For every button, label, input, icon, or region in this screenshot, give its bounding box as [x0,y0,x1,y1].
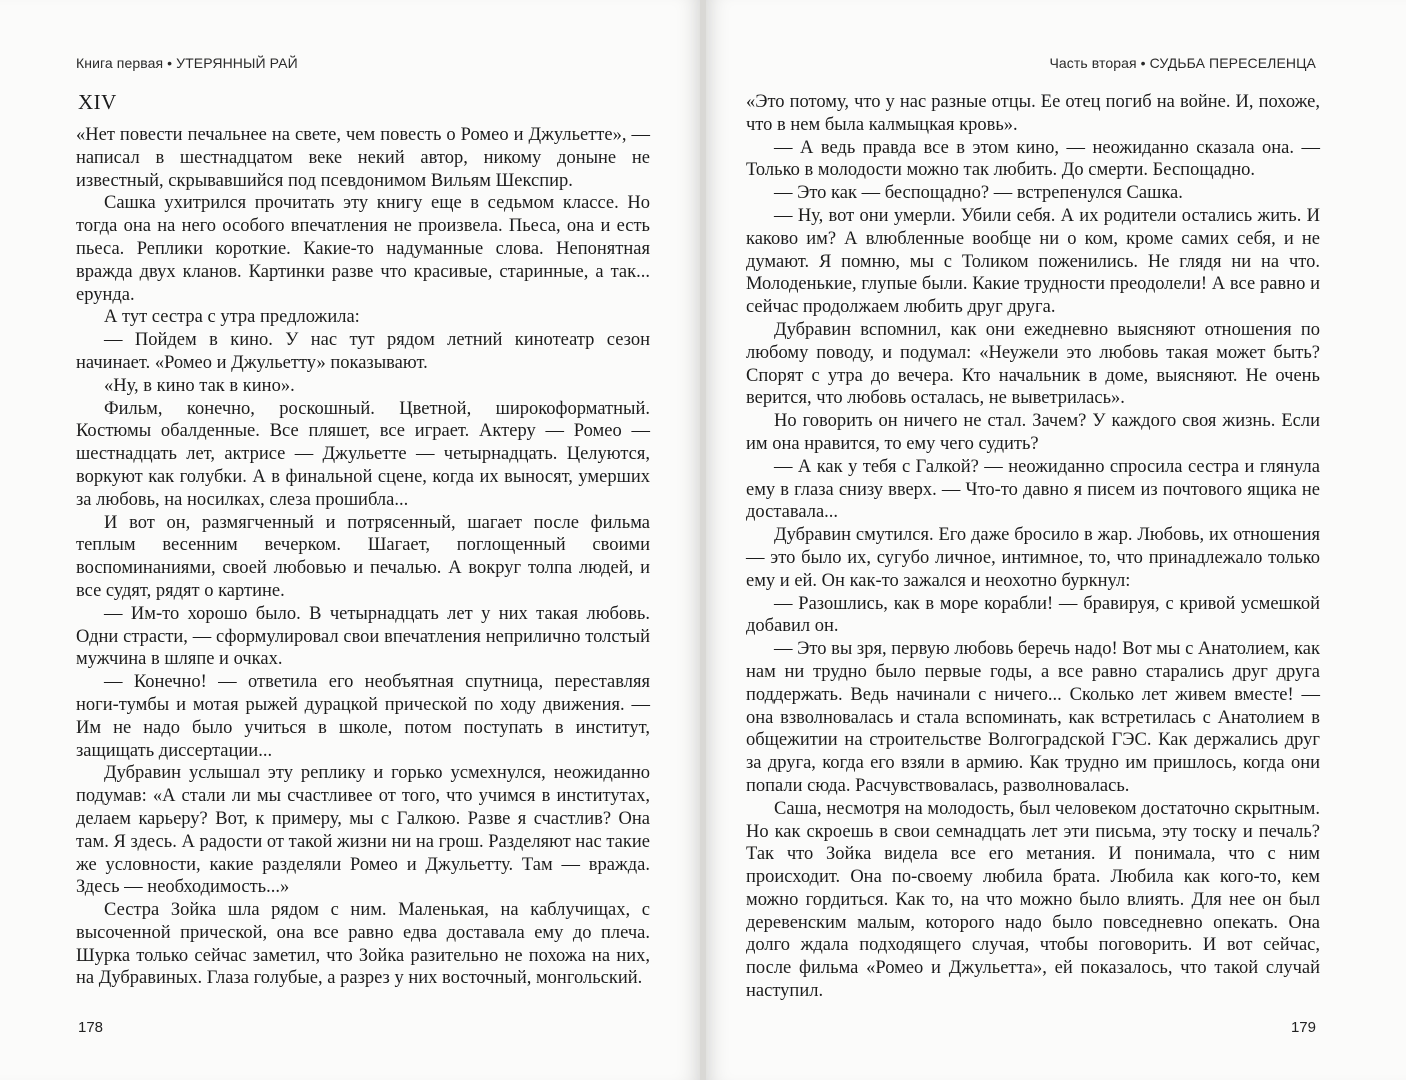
paragraph: Но говорить он ничего не стал. Зачем? У каждого своя жизнь. Если им она нравится, то ему чего судить? [746,411,1320,454]
paragraph: — Это вы зря, первую любовь беречь надо! Вот мы с Анатолием, как нам ни трудно было первые годы, а все равно старались друг друга поддержать. Ведь начинали с ничего... Сколько лет живем вместе! — она взволновалась и стала вспоминать, как встретилась с Анатолием в общежитии на строительстве Волгоградской ГЭС. Как держались друг за друга, когда его взяли в армию. Как трудно им пришлось, когда они попали сюда. Расчувствовалась, разволновалась. [746,639,1320,796]
paragraph: «Нет повести печальнее на свете, чем повесть о Ромео и Джульетте», — написал в шестнадцатом веке некий автор, никому доныне не известный, скрывавшийся под псевдонимом Вильям Шекспир. [76,125,650,191]
right-page [706,0,1406,1080]
chapter-number: XIV [78,90,117,114]
paragraph: Фильм, конечно, роскошный. Цветной, широкоформатный. Костюмы обалденные. Все пляшет, все играет. Актеру — Ромео — шестнадцать лет, актрисе — Джульетте — четырнадцать. Целуются, воркуют как голубки. А в финальной сцене, когда их выносят, умерших за любовь, на носилках, слеза прошибла... [76,398,650,510]
left-page-text [76,124,650,990]
running-head-right: Часть вторая • СУДЬБА ПЕРЕСЕЛЕНЦА [1049,55,1316,71]
paragraph: Дубравин вспомнил, как они ежедневно выясняют отношения по любому поводу, и подумал: «Неужели это любовь такая может быть? Спорят с утра до вечера. Кто начальник в доме, выясняют. Не очень верится, что любовь осталась, не выветрилась». [746,319,1320,409]
paragraph: — Это как — беспощадно? — встрепенулся Сашка. [774,183,1183,204]
paragraph: Дубравин услышал эту реплику и горько усмехнулся, неожиданно подумав: «А стали ли мы счастливее от того, что учимся в институтах, делаем карьеру? Вот, к примеру, мы с Галкою. Разве я счастлив? Она там. Я здесь. А радости от такой жизни ни на грош. Разделяют нас такие же условности, какие разделяли Ромео и Джульетту. Там — вражда. Здесь — необходимость...» [76,763,650,898]
paragraph: — Конечно! — ответила его необъятная спутница, переставляя ноги-тумбы и мотая рыжей дурацкой прической по ходу движения. — Им не надо было учиться в школе, потом поступать в институт, защищать диссертации... [76,672,650,761]
left-page [0,0,700,1080]
paragraph: — Пойдем в кино. У нас тут рядом летний кинотеатр сезон начинает. «Ромео и Джульетту» показывают. [76,330,650,373]
paragraph: И вот он, размягченный и потрясенный, шагает после фильма теплым весенним вечерком. Шагает, поглощенный своими воспоминаниями, своей любовью и печалью. А вокруг толпа людей, и все судят, рядят о картине. [76,512,650,601]
paragraph: — Ну, вот они умерли. Убили себя. А их родители остались жить. И каково им? А влюбленные вообще ни о ком, кроме самих себя, и не думают. Я помню, мы с Толиком поженились. Не глядя ни на что. Молоденькие, глупые были. Какие трудности преодолели! А все равно и сейчас продолжаем любить друг друга. [746,205,1320,318]
page-number-left: 178 [78,1019,104,1036]
paragraph: Сестра Зойка шла рядом с ним. Маленькая, на каблучищах, с высоченной прической, она все равно едва доставала ему до плеча. Шурка только сейчас заметил, что Зойка разительно не похожа на них, на Дубравиных. Глаза голубые, а разрез у них восточный, монгольский. [76,900,650,989]
paragraph: А тут сестра с утра предложила: [104,307,360,328]
paragraph: — Им-то хорошо было. В четырнадцать лет у них такая любовь. Одни страсти, — сформулировал свои впечатления неприлично толстый мужчина в шляпе и очках. [76,603,650,670]
paragraph: «Ну, в кино так в кино». [104,375,295,396]
paragraph: — Разошлись, как в море корабли! — бравируя, с кривой усмешкой добавил он. [746,593,1320,637]
right-page-text [746,91,1320,1003]
running-head-left: Книга первая • УТЕРЯННЫЙ РАЙ [76,55,298,71]
paragraph: — А ведь правда все в этом кино, — неожиданно сказала она. — Только в молодости можно так любить. До смерти. Беспощадно. [746,137,1320,181]
paragraph: Саша, несмотря на молодость, был человеком достаточно скрытным. Но как скроешь в свои семнадцать лет эти письма, эту тоску и печаль? Так что Зойка видела все его метания. И понимала, что с ним происходит. Она по-своему любила брата. Любила как кого-то, кем можно гордиться. Как то, на что можно было влиять. Для нее он был деревенским малым, которого надо было повседневно опекать. Она долго ждала подходящего случая, чтобы поговорить. И вот сейчас, после фильма «Ромео и Джульетта», ей показалось, что такой случай наступил. [746,798,1320,1002]
paragraph: Сашка ухитрился прочитать эту книгу еще в седьмом классе. Но тогда она на него особого впечатления не произвела. Пьеса, она и есть пьеса. Реплики короткие. Какие-то надуманные слова. Непонятная вражда двух кланов. Картинки разве что красивые, старинные, а так... ерунда. [76,193,650,305]
paragraph: «Это потому, что у нас разные отцы. Ее отец погиб на войне. И, похоже, что в нем была калмыцкая кровь». [746,92,1320,135]
paragraph: — А как у тебя с Галкой? — неожиданно спросила сестра и глянула ему в глаза снизу вверх. — Что-то давно я писем из почтового ящика не доставала... [746,456,1320,523]
page-number-right: 179 [1290,1019,1316,1036]
paragraph: Дубравин смутился. Его даже бросило в жар. Любовь, их отношения — это было их, сугубо личное, интимное, то, что принадлежало только ему и ей. Он как-то зажался и неохотно буркнул: [746,525,1320,591]
